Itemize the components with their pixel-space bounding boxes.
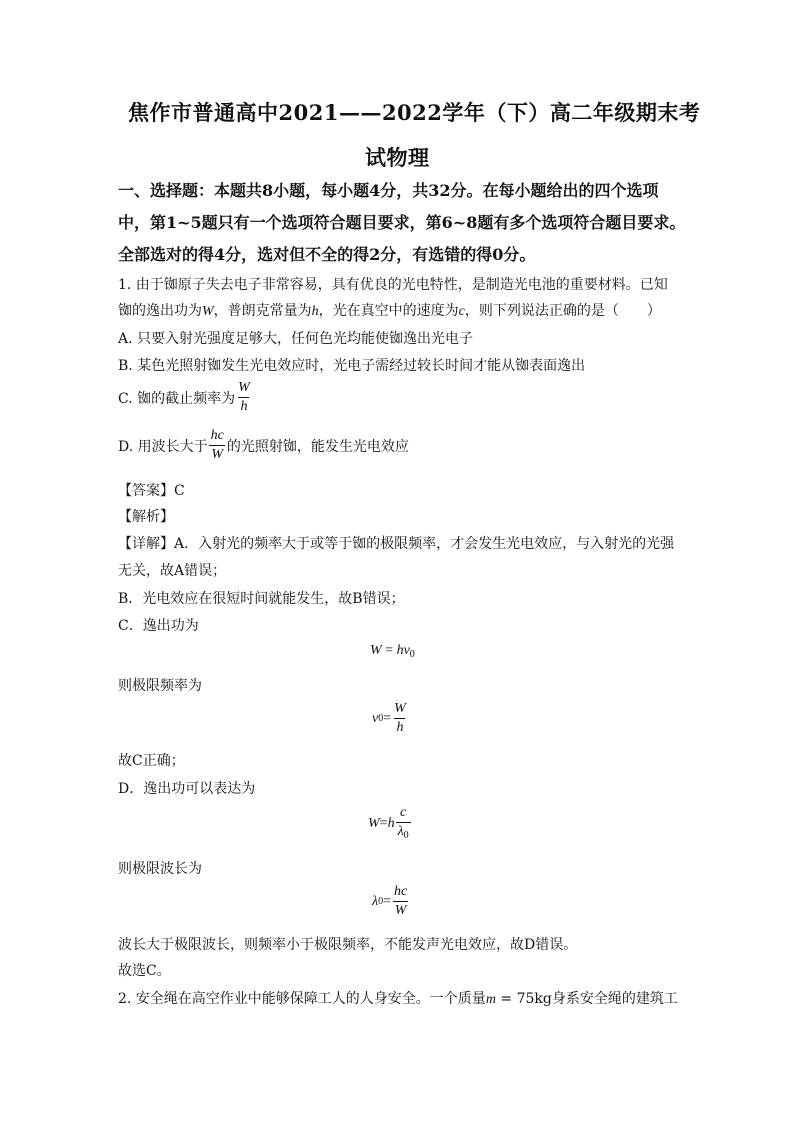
fraction-hc-over-w: $\frac{hc}{W}$	[210, 428, 224, 462]
equation-work-function: $W = h\nu_0$	[370, 643, 415, 660]
question-1-stem-line-1: 1. 由于铷原子失去电子非常容易，具有优良的光电特性，是制造光电池的重要材料。已知	[118, 277, 668, 293]
equation-work-function-wavelength: W = h $\frac{c}{\lambda_0}$	[368, 805, 409, 841]
answer-label: 【答案】C	[118, 483, 185, 499]
option-d: D. 用波长大于 $\frac{hc}{W}$ 的光照射铷，能发生光电效应	[118, 428, 409, 462]
equation-threshold-wavelength: λ 0 = $\frac{hc}{W}$	[372, 884, 408, 918]
detail-option-b: B．光电效应在很短时间就能发生，故B错误；	[118, 591, 405, 607]
fraction-w-over-h: $\frac{W}{h}$	[238, 380, 250, 414]
detail-option-d: D．逸出功可以表达为	[118, 781, 256, 797]
detail-option-c: C．逸出功为	[118, 618, 199, 634]
detail-c-correct: 故C正确；	[118, 753, 185, 769]
fraction-hc-over-w-eq: $\frac{hc}{W}$	[393, 884, 408, 918]
option-a: A. 只要入射光强度足够大，任何色光均能使铷逸出光电子	[118, 331, 474, 347]
section-instructions-line-2: 中，第1~5题只有一个选项符合题目要求，第6~8题有多个选项符合题目要求。	[118, 213, 686, 232]
fraction-w-over-h-eq: $\frac{W}{h}$	[394, 701, 406, 735]
fraction-c-over-lambda: $\frac{c}{\lambda_0}$	[397, 805, 409, 841]
detail-conclusion: 波长大于极限波长，则频率小于极限频率，不能发声光电效应，故D错误。	[118, 937, 578, 953]
detail-line-1: 【详解】A．入射光的频率大于或等于铷的极限频率，才会发生光电效应，与入射光的光强	[118, 536, 675, 552]
title-line-2: 试物理	[365, 145, 430, 170]
section-instructions-line-1: 一、选择题：本题共8小题，每小题4分，共32分。在每小题给出的四个选项	[118, 181, 659, 200]
option-b: B. 某色光照射铷发生光电效应时，光电子需经过较长时间才能从铷表面逸出	[118, 358, 586, 374]
detail-threshold-wavelength: 则极限波长为	[118, 861, 202, 877]
detail-choose: 故选C。	[118, 963, 171, 979]
question-1-stem-line-2: 铷的逸出功为W，普朗克常量为h，光在真空中的速度为c，则下列说法正确的是（ ）	[118, 303, 661, 319]
question-2-stem-line-1: 2. 安全绳在高空作业中能够保障工人的人身安全。一个质量m = 75kg身系安全绳的建筑工	[118, 991, 678, 1007]
equation-threshold-frequency: ν 0 = $\frac{W}{h}$	[372, 701, 406, 735]
option-c: C. 铷的截止频率为 $\frac{W}{h}$	[118, 380, 250, 414]
detail-line-2: 无关，故A错误；	[118, 563, 227, 579]
analysis-label: 【解析】	[118, 509, 174, 525]
detail-threshold-frequency: 则极限频率为	[118, 678, 202, 694]
section-instructions-line-3: 全部选对的得4分，选对但不全的得2分，有选错的得0分。	[118, 245, 536, 264]
title-line-1: 焦作市普通高中2021——2022学年（下）高二年级期末考	[128, 100, 701, 125]
